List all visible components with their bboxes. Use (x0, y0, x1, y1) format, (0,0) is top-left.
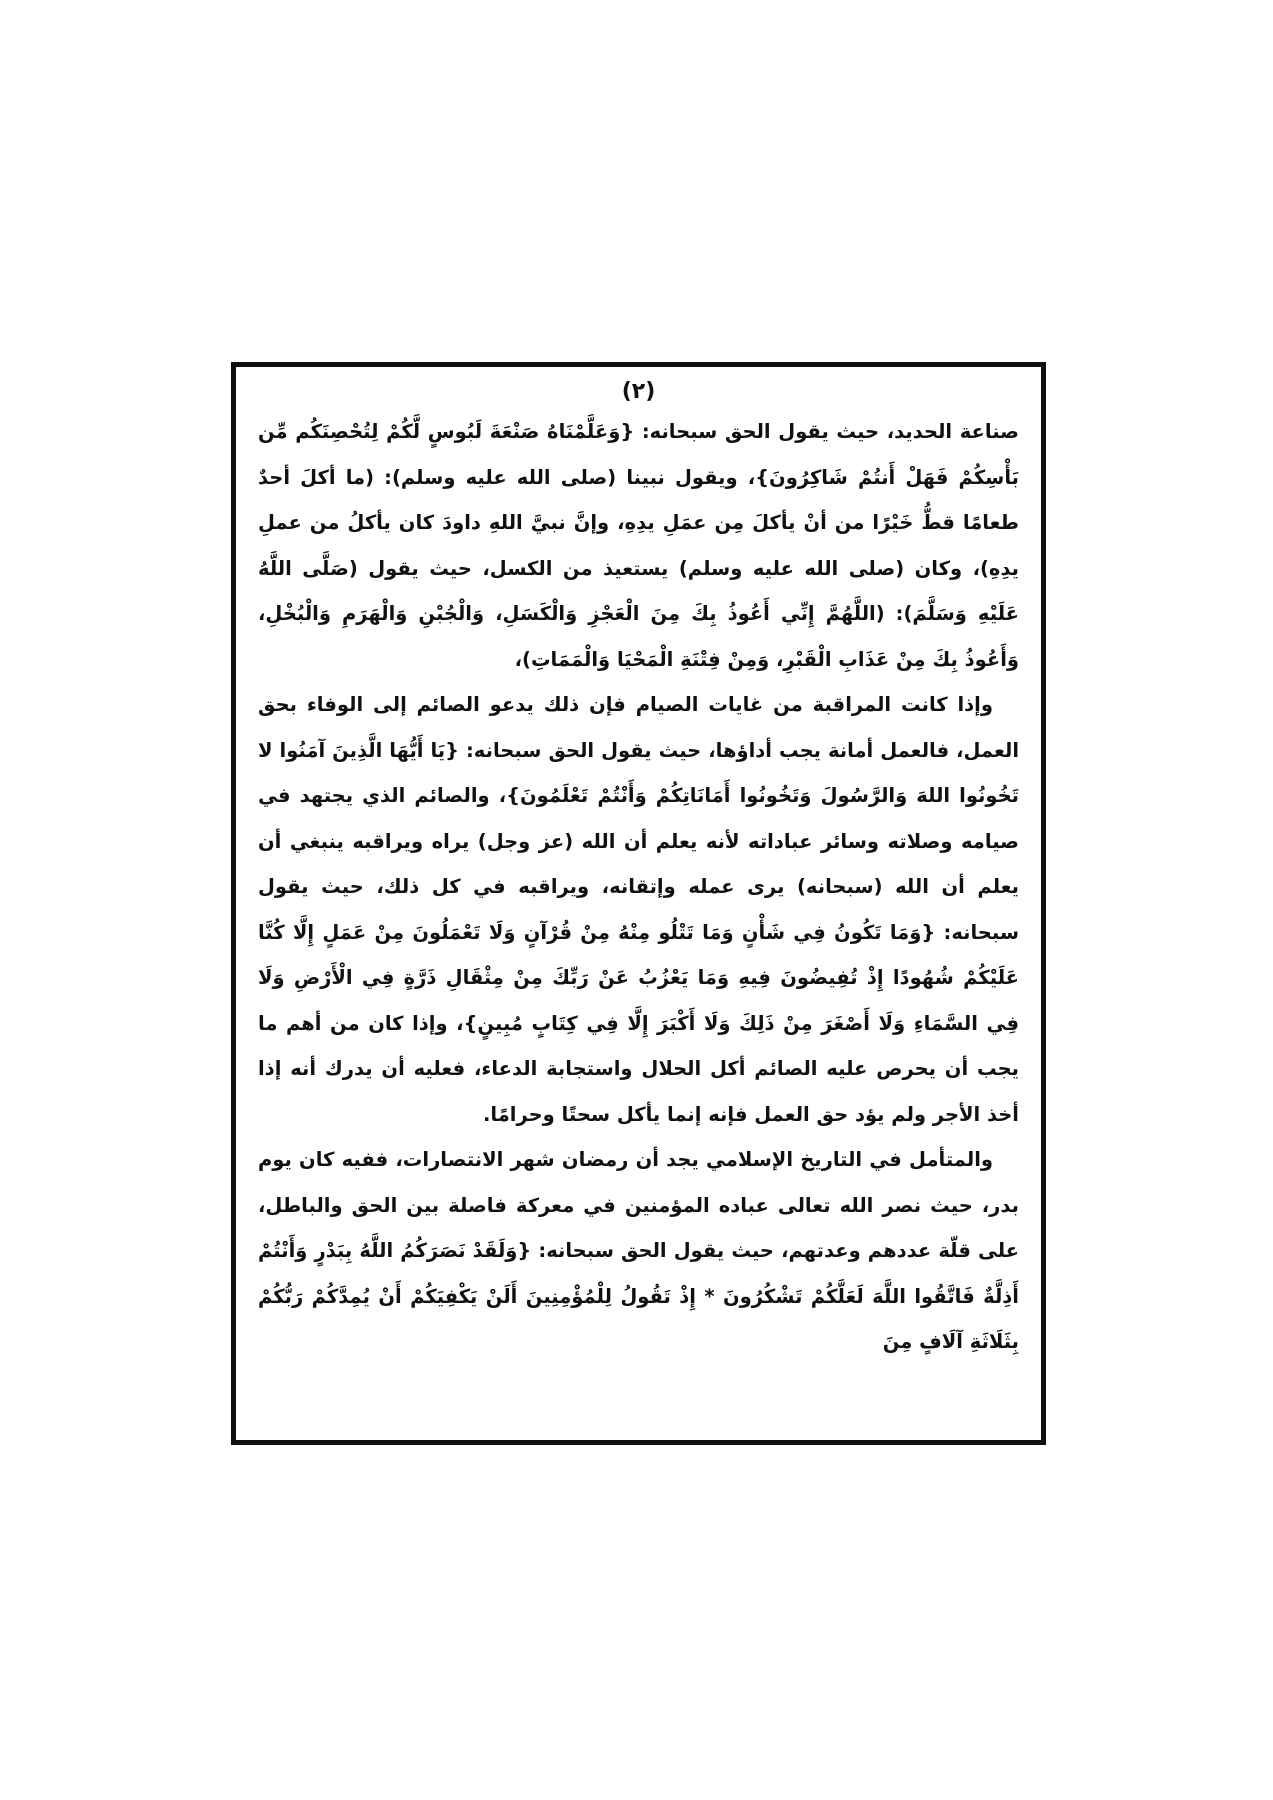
page-border-frame (231, 362, 1046, 1445)
body-text (258, 409, 1019, 1365)
paragraph-3: والمتأمل في التاريخ الإسلامي يجد أن رمضان شهر الانتصارات، ففيه كان يوم بدر، حيث نصر الله تعالى عباده المؤمنين في معركة فاصلة بين الحق والباطل، على قلّة عددهم وعدتهم، حيث يقول الحق سبحانه: {وَلَقَدْ نَصَرَكُمُ اللَّهُ بِبَدْرٍ وَأَنْتُمْ أَذِلَّةٌ فَاتَّقُوا اللَّهَ لَعَلَّكُمْ تَشْكُرُونَ * إِذْ تَقُولُ لِلْمُؤْمِنِينَ أَلَنْ يَكْفِيَكُمْ أَنْ يُمِدَّكُمْ رَبُّكُمْ بِثَلَاثَةِ آلَافٍ مِنَ (258, 1148, 1019, 1353)
paragraph-2: وإذا كانت المراقبة من غايات الصيام فإن ذلك يدعو الصائم إلى الوفاء بحق العمل، فالعمل أمانة يجب أداؤها، حيث يقول الحق سبحانه: {يَا أَيُّهَا الَّذِينَ آمَنُوا لا تَخُونُوا اللهَ وَالرَّسُولَ وَتَخُونُوا أَمَانَاتِكُمْ وَأَنْتُمْ تَعْلَمُونَ}، والصائم الذي يجتهد في صيامه وصلاته وسائر عباداته لأنه يعلم أن الله (عز وجل) يراه ويراقبه ينبغي أن يعلم أن الله (سبحانه) يرى عمله وإتقانه، ويراقبه في كل ذلك، حيث يقول سبحانه: {وَمَا تَكُونُ فِي شَأْنٍ وَمَا تَتْلُو مِنْهُ مِنْ قُرْآنٍ وَلَا تَعْمَلُونَ مِنْ عَمَلٍ إِلَّا كُنَّا عَلَيْكُمْ شُهُودًا إِذْ تُفِيضُونَ فِيهِ وَمَا يَعْزُبُ عَنْ رَبِّكَ مِنْ مِثْقَالِ ذَرَّةٍ فِي الْأَرْضِ وَلَا فِي السَّمَاءِ وَلَا أَصْغَرَ مِنْ ذَلِكَ وَلَا أَكْبَرَ إِلَّا فِي كِتَابٍ مُبِينٍ}، وإذا كان من أهم ما يجب أن يحرص عليه الصائم أكل الحلال واستجابة الدعاء، فعليه أن يدرك أنه إذا أخذ الأجر ولم يؤد حق العمل فإنه إنما يأكل سحتًا وحرامًا. (258, 693, 1019, 1126)
paragraph-1: صناعة الحديد، حيث يقول الحق سبحانه: {وَعَلَّمْنَاهُ صَنْعَةَ لَبُوسٍ لَّكُمْ لِتُحْصِنَكُم مِّن بَأْسِكُمْ فَهَلْ أَنتُمْ شَاكِرُونَ}، ويقول نبينا (صلى الله عليه وسلم): (ما أكلَ أحدٌ طعامًا قطُّ خَيْرًا من أنْ يأكلَ مِن عمَلِ يدِهِ، وإنَّ نبيَّ اللهِ داودَ كان يأكلُ من عملِ يدِهِ)، وكان (صلى الله عليه وسلم) يستعيذ من الكسل، حيث يقول (صَلَّى اللَّهُ عَلَيْهِ وَسَلَّمَ): (اللَّهُمَّ إِنِّي أَعُوذُ بِكَ مِنَ الْعَجْزِ وَالْكَسَلِ، وَالْجُبْنِ وَالْهَرَمِ وَالْبُخْلِ، وَأَعُوذُ بِكَ مِنْ عَذَابِ الْقَبْرِ، وَمِنْ فِتْنَةِ الْمَحْيَا وَالْمَمَاتِ)، (258, 420, 1019, 671)
page-number: (٢) (621, 379, 656, 404)
